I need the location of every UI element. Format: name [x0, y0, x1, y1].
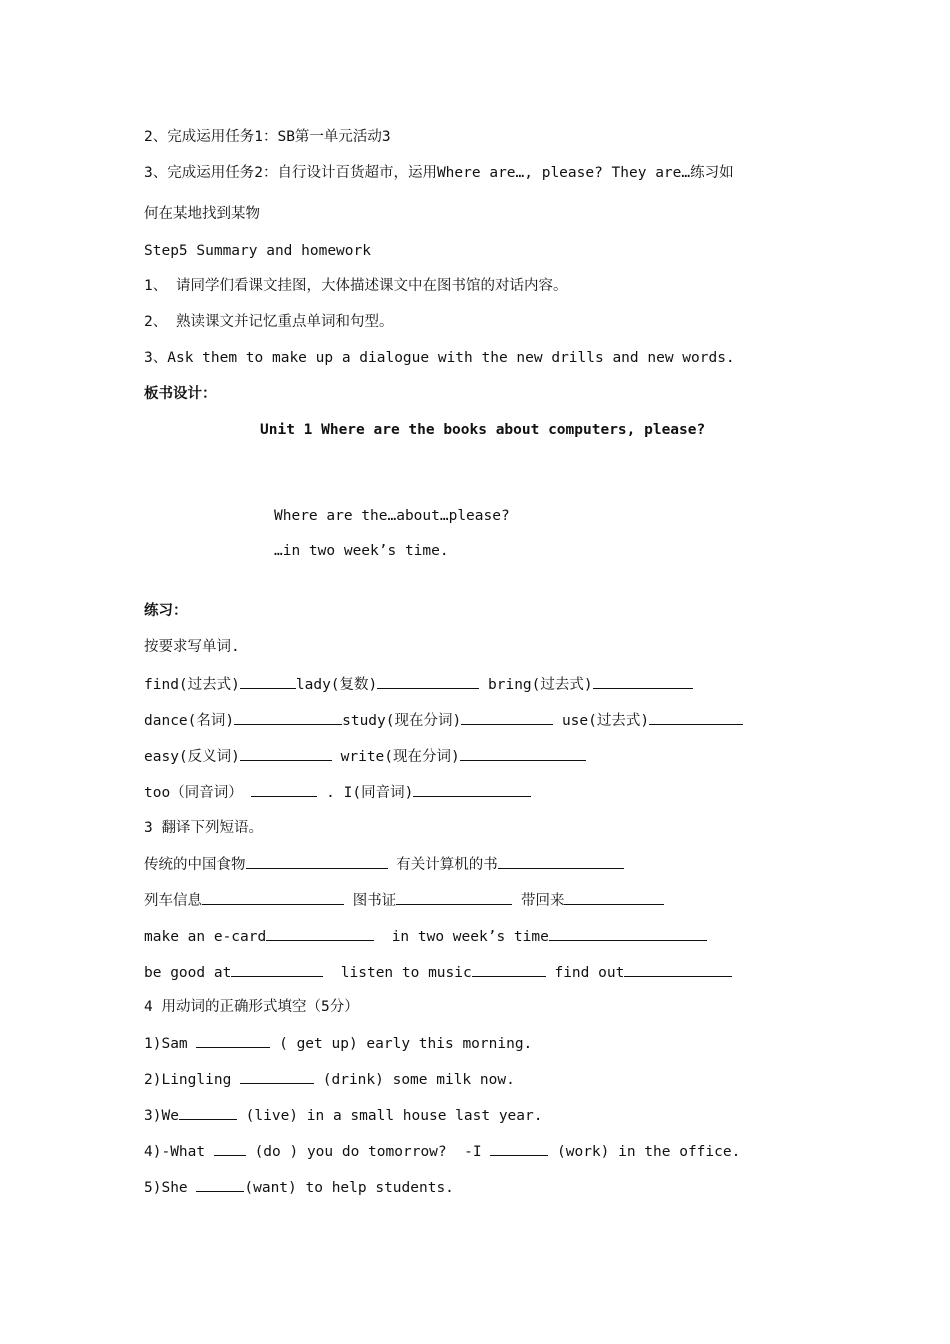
- blank[interactable]: [413, 782, 531, 797]
- word-row-2: [144, 710, 743, 731]
- blank[interactable]: [231, 962, 323, 977]
- step-line-3: 何在某地找到某物: [144, 206, 260, 222]
- word-row-3: [144, 746, 586, 767]
- blank[interactable]: [240, 674, 296, 689]
- blank[interactable]: [564, 890, 664, 905]
- question-text: (work) in the office.: [548, 1144, 741, 1160]
- fill-question-2: [144, 1069, 515, 1090]
- phrase-row-2: [144, 890, 664, 911]
- homework-item-1: 1、 请同学们看课文挂图，大体描述课文中在图书馆的对话内容。: [144, 278, 568, 294]
- prompt-too: too（同音词）: [144, 785, 243, 801]
- word-row-1: [144, 674, 693, 695]
- step-line-1: 2、完成运用任务1：SB第一单元活动3: [144, 129, 391, 145]
- prompt-study: study(现在分词): [342, 713, 462, 729]
- blank[interactable]: [490, 1141, 548, 1156]
- blank[interactable]: [246, 854, 388, 869]
- fill-question-3: [144, 1105, 542, 1126]
- phrase-row-4: [144, 962, 732, 983]
- question-text: 2)Lingling: [144, 1072, 241, 1088]
- blank[interactable]: [240, 746, 332, 761]
- prompt-dance: dance(名词): [144, 713, 235, 729]
- blank[interactable]: [472, 962, 546, 977]
- blank[interactable]: [234, 710, 342, 725]
- step-line-2: 3、完成运用任务2：自行设计百货超市，运用Where are…, please? They are…练习如: [144, 165, 734, 181]
- phrase-good-at: be good at: [144, 965, 232, 981]
- separator: .: [326, 785, 335, 801]
- exercise-heading: 练习：: [144, 603, 188, 619]
- blank[interactable]: [179, 1105, 237, 1120]
- question-text: 4)-What: [144, 1144, 214, 1160]
- phrase-row-3: [144, 926, 707, 947]
- blank[interactable]: [396, 890, 512, 905]
- board-design-heading: 板书设计：: [144, 386, 217, 402]
- blank[interactable]: [214, 1141, 246, 1156]
- phrase-two-weeks: in two week’s time: [391, 929, 549, 945]
- question-text: ( get up) early this morning.: [270, 1036, 533, 1052]
- phrase-bring-back: 带回来: [520, 893, 565, 909]
- prompt-use: use(过去式): [561, 713, 650, 729]
- blank[interactable]: [240, 1069, 314, 1084]
- blank[interactable]: [196, 1177, 244, 1192]
- question-text: (live) in a small house last year.: [236, 1108, 543, 1124]
- blank[interactable]: [461, 710, 553, 725]
- word-row-4: [144, 782, 531, 803]
- section-4-heading: 4 用动词的正确形式填空（5分）: [144, 999, 359, 1015]
- prompt-lady: lady(复数): [295, 677, 378, 693]
- fill-question-1: [144, 1033, 532, 1054]
- section-3-heading: 3 翻译下列短语。: [144, 820, 263, 836]
- step5-heading: Step5 Summary and homework: [144, 243, 371, 259]
- question-text: 3)We: [144, 1108, 179, 1124]
- phrase-computer-books: 有关计算机的书: [396, 857, 498, 873]
- prompt-write: write(现在分词): [340, 749, 460, 765]
- question-text: 5)She: [144, 1180, 197, 1196]
- blank[interactable]: [549, 926, 707, 941]
- blank[interactable]: [251, 782, 317, 797]
- prompt-bring: bring(过去式): [488, 677, 593, 693]
- blank[interactable]: [460, 746, 586, 761]
- blank[interactable]: [266, 926, 374, 941]
- phrase-listen-music: listen to music: [340, 965, 472, 981]
- homework-item-2: 2、 熟读课文并记忆重点单词和句型。: [144, 314, 394, 330]
- homework-item-3: 3、Ask them to make up a dialogue with the new drills and new words.: [144, 350, 735, 366]
- phrase-library-card: 图书证: [352, 893, 397, 909]
- phrase-chinese-food: 传统的中国食物: [144, 857, 246, 873]
- blank[interactable]: [202, 890, 344, 905]
- phrase-find-out: find out: [554, 965, 625, 981]
- question-text: 1)Sam: [144, 1036, 197, 1052]
- blank[interactable]: [498, 854, 624, 869]
- board-pattern-2: …in two week’s time.: [274, 543, 449, 559]
- question-text: (do ) you do tomorrow? -I: [245, 1144, 491, 1160]
- prompt-find: find(过去式): [144, 677, 240, 693]
- blank[interactable]: [593, 674, 693, 689]
- blank[interactable]: [624, 962, 732, 977]
- blank[interactable]: [377, 674, 479, 689]
- phrase-make-ecard: make an e-card: [144, 929, 267, 945]
- question-text: (drink) some milk now.: [314, 1072, 515, 1088]
- prompt-easy: easy(反义词): [144, 749, 240, 765]
- board-title: Unit 1 Where are the books about computers, please?: [260, 422, 706, 438]
- section-1-heading: 按要求写单词.: [144, 639, 240, 655]
- question-text: (want) to help students.: [244, 1180, 454, 1196]
- phrase-row-1: [144, 854, 624, 875]
- phrase-train-info: 列车信息: [144, 893, 202, 909]
- fill-question-5: [144, 1177, 454, 1198]
- fill-question-4: [144, 1141, 740, 1162]
- prompt-i: I(同音词): [343, 785, 414, 801]
- board-pattern-1: Where are the…about…please?: [274, 508, 510, 524]
- blank[interactable]: [196, 1033, 270, 1048]
- blank[interactable]: [649, 710, 743, 725]
